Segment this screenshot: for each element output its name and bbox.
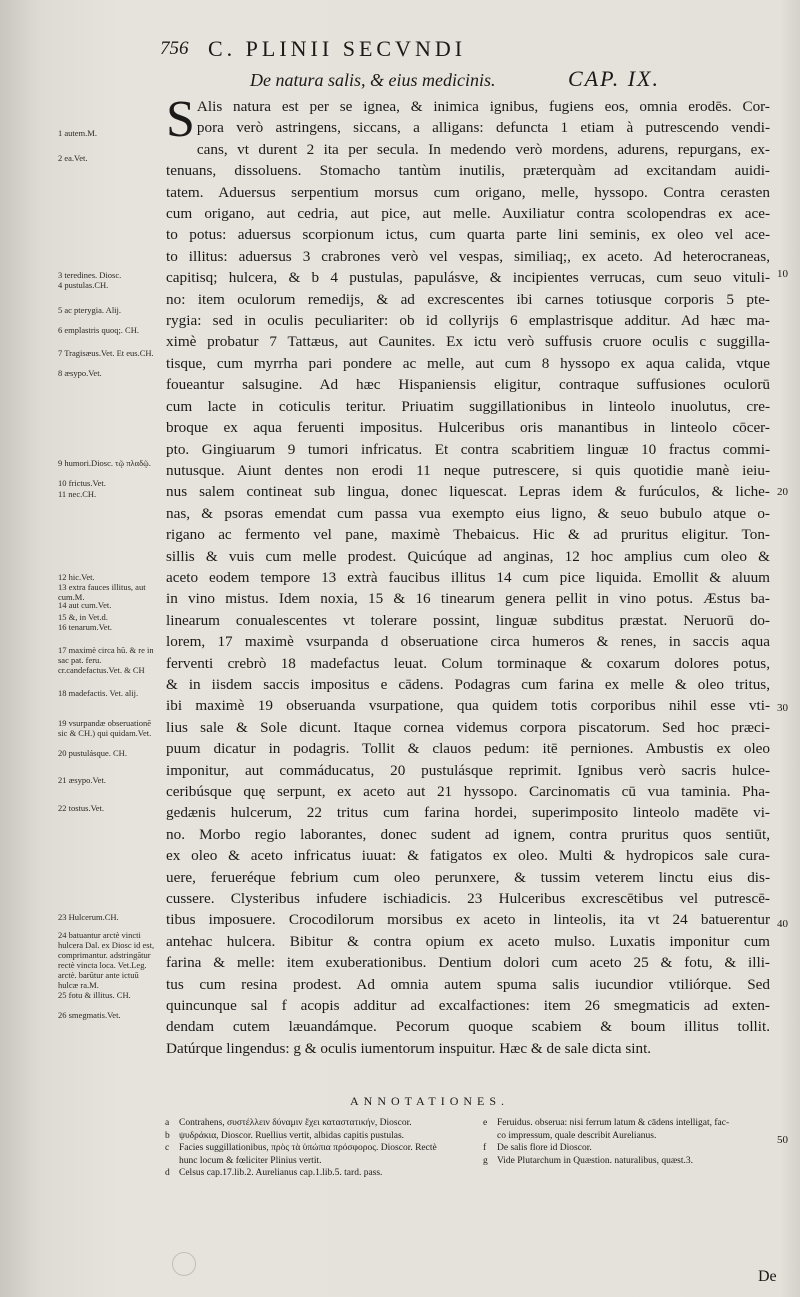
text-line-content: in vino mistus. Idem noxia, 15 & 16 tinearum genera pellit in vino potus. Æstus ba- <box>166 590 770 608</box>
margin-note: 2 ea.Vet. <box>58 153 88 163</box>
text-line-content: broque ex aqua feruenti impositus. Hulceribus oris manantibus in linteolo cōcer- <box>166 419 770 437</box>
text-line <box>166 824 770 845</box>
text-line-content: cum lacte in coticulis teritur. Priuatim suggillationibus in linteolo inuolutus, cre- <box>166 397 770 415</box>
text-line <box>166 931 770 952</box>
text-line-content: quincunque sal f acopis additur ad excalfactiones: item 26 smegmaticis ad exten- <box>166 997 770 1015</box>
text-line <box>166 653 770 674</box>
text-line-content: pora verò astringens, siccans, a alligans: defuncta 1 etiam à putrescendo vendi- <box>196 119 770 137</box>
line-number: 10 <box>777 268 788 280</box>
annotation-text: ψυδράκια, Dioscor. Ruellius vertit, albidas capitis pustulas. <box>179 1130 405 1141</box>
line-number: 30 <box>777 702 788 714</box>
annotations-title: ANNOTATIONES. <box>350 1094 510 1108</box>
annotation-item <box>165 1155 465 1168</box>
text-line-content: tus cum resina prodest. Ad omnia autem spuma salis iucundior vtiliórque. Sed <box>166 975 770 993</box>
text-line <box>166 974 770 995</box>
annotation-item <box>165 1167 465 1180</box>
text-line-content: nutusque. Aiunt dentes non erodi 11 neque putrescere, si quis quotidie manè ieiu- <box>166 461 770 479</box>
text-line <box>166 460 770 481</box>
margin-note: 16 tenarum.Vet. <box>58 622 113 632</box>
chapter-subtitle: De natura salis, & eius medicinis. <box>250 70 496 90</box>
text-line-content: gedænis hulcerum, 22 tritus cum farina hordei, superimposito linteolo madēte vi- <box>166 804 770 822</box>
annotation-key: b <box>165 1130 170 1141</box>
text-line <box>166 909 770 930</box>
annotation-text: Feruidus. obserua: nisi ferrum latum & cādens intelligat, fac- <box>497 1118 730 1128</box>
annotation-text: Celsus cap.17.lib.2. Aurelianus cap.1.lib.5. tard. pass. <box>179 1168 383 1178</box>
text-line <box>166 439 770 460</box>
ink-stain <box>172 1252 196 1276</box>
text-line <box>166 417 770 438</box>
text-line <box>166 224 770 245</box>
margin-note: 11 nec.CH. <box>58 489 97 499</box>
text-line <box>166 802 770 823</box>
text-line <box>166 1038 770 1059</box>
text-line <box>166 503 770 524</box>
annotation-item <box>483 1155 783 1168</box>
text-line-content: ex oleo & aceto infricatus iuuat: & fatigatos ex oleo. Multi & hydropicos sale cura- <box>166 847 770 865</box>
text-line-content: ximè probatur 7 Tattæus, aut Caunites. Ex ictu verò suffusis cruore oculis c suggilla- <box>166 333 770 351</box>
text-line <box>166 396 770 417</box>
text-line <box>197 96 770 117</box>
text-line-content: & in iisdem saccis impositus e cādens. Podagras cum farina ex melle & oleo tritus, <box>166 675 770 693</box>
annotation-item <box>483 1142 783 1155</box>
margin-note: 22 tostus.Vet. <box>58 803 105 813</box>
margin-note: 23 Hulcerum.CH. <box>58 912 119 922</box>
margin-note: 8 æsypo.Vet. <box>58 368 102 378</box>
text-line <box>166 674 770 695</box>
annotation-text: co impressum, quale describit Aurelianus. <box>497 1130 657 1141</box>
margin-note: 18 madefactis. Vet. alij. <box>58 688 139 698</box>
text-line-content: ferventi crebrò 18 madefactus leuat. Colum torminaque & coxarum dolores potus, <box>166 654 770 672</box>
text-line <box>166 717 770 738</box>
text-line-content: linearum conualescentes vt tolerare possint, linguæ subditus præstat. Neruorū do- <box>166 611 770 629</box>
text-line-content: ceribúsque quę serpunt, ex aceto aut 21 hyssopo. Carcinomatis cū vua taminia. Pha- <box>166 783 770 800</box>
text-line-content: no. Morbo regio laborantes, donec sudent ad ignem, contra pruritus quos sentiūt, <box>166 825 770 843</box>
annotations-left-column <box>165 1117 465 1180</box>
margin-note: 10 frictus.Vet. <box>58 478 106 488</box>
text-line <box>166 182 770 203</box>
text-line <box>197 139 770 160</box>
text-line-content: capitisq; hulcera, & b 4 pustulas, papulásve, & incipientes verrucas, cum seuo vituli- <box>166 269 770 287</box>
text-line <box>166 631 770 652</box>
text-line <box>166 610 770 631</box>
text-line-content: cans, vt durent 2 ita per secula. In medendo verò mordens, adurens, repurgans, ex- <box>196 140 770 158</box>
text-line-content: foueantur salsugine. Ad hæc Hispaniensis eligitur, contraque suffusiones oculorū <box>166 376 770 394</box>
text-line <box>166 331 770 352</box>
annotation-item <box>165 1142 465 1155</box>
main-text <box>166 91 770 1059</box>
line-number: 50 <box>777 1134 788 1146</box>
text-line <box>166 695 770 716</box>
text-line-content: cum origano, aut cedria, aut pice, aut melle. Auxiliatur contra scolopendras ex ace- <box>166 205 770 223</box>
text-line-content: tisque, cum myrrha pari pondere ac melle, aut cum 8 hyssopo ex aqua calida, vtque <box>166 354 770 372</box>
text-line <box>166 246 770 267</box>
margin-note: 26 smegmatis.Vet. <box>58 1010 121 1020</box>
text-line <box>166 845 770 866</box>
margin-note: 21 æsypo.Vet. <box>58 775 106 785</box>
annotation-key: f <box>483 1143 487 1153</box>
margin-note: 3 teredines. Diosc. <box>58 270 122 280</box>
text-line-content: sillis & vuis cum melle prodest. Quicúque ad anginas, 12 hoc amplius cum oleo & <box>166 547 770 565</box>
annotation-key: g <box>483 1155 488 1166</box>
annotation-item <box>165 1117 465 1130</box>
text-line-content: to potus: aduersus scorpionum ictus, cum quarta parte lini seminis, ex oleo vel ace- <box>166 226 770 244</box>
drop-cap: S <box>166 91 195 148</box>
annotation-text: hunc locum & fœliciter Plinius vertit. <box>179 1155 322 1166</box>
text-line <box>166 952 770 973</box>
text-line-content: aceto eodem tempore 13 extrà faucibus illitus 14 cum pice liquida. Emollit & aluum <box>166 568 770 586</box>
text-line <box>166 888 770 909</box>
running-title: C. PLINII SECVNDI <box>208 36 467 61</box>
margin-note: 19 vsurpandæ obseruationē sic & CH.) qui quidam.Vet. <box>58 718 152 738</box>
text-line <box>166 781 770 802</box>
annotations-right-column <box>483 1117 783 1167</box>
annotation-key: a <box>165 1118 170 1128</box>
text-line-content: rygia: sed in oculis peculiariter: ob id collyrijs 6 emplastrisque additur. Ad hæc ma- <box>166 312 770 330</box>
text-line-content: ibi maximè 19 obseruanda vsurpatione, qua quidem totis corporibus nihil esse vti- <box>166 697 770 715</box>
margin-note: 14 aut cum.Vet. <box>58 600 112 610</box>
text-line-content: lius sale & Sole dicunt. Itaque cornea videmus corpora piscatorum. Sed hoc præci- <box>166 718 770 736</box>
annotation-key: d <box>165 1168 170 1178</box>
text-line-content: rigano ac fermento vel pane, maximè Thebaicus. Hic & ad pruritus eligitur. Ton- <box>166 526 770 544</box>
margin-note: 24 batuantur arctè vincti hulcera Dal. ex Diosc id est, comprimantur. adstringātur rectè vincta loca. Vet.Leg. arctè. barūtur ante ictuū hulcæ ra.M. <box>58 930 155 990</box>
line-number: 40 <box>777 918 788 930</box>
text-line <box>166 267 770 288</box>
text-line <box>166 546 770 567</box>
text-line <box>166 481 770 502</box>
margin-note: 4 pustulas.CH. <box>58 280 109 290</box>
text-line-content: lorem, 17 maximè vsurpanda d obseruatione circa humeros & renes, in saccis aqua <box>166 633 770 651</box>
text-line <box>166 567 770 588</box>
margin-note: 12 hic.Vet. <box>58 572 95 582</box>
text-line <box>166 524 770 545</box>
text-line-content: nas, & psoras emendat cum passa vua exempto eius ligno, & seuo bubulo atque o- <box>166 504 770 522</box>
text-line <box>166 203 770 224</box>
text-line-content: cussere. Clysteribus infudere ischiadicis. 23 Hulceribus excrescētibus vel putrescē- <box>166 890 770 908</box>
text-line-content: no: item oculorum remedijs, & ad excrescentes ibi carnes totiusque corporis 5 pte- <box>166 290 770 308</box>
text-line <box>166 588 770 609</box>
text-line <box>166 867 770 888</box>
text-line <box>166 760 770 781</box>
text-line-content: tatem. Aduersus serpentium morsus cum origano, melle, hyssopo. Contra cerasten <box>166 183 770 201</box>
text-line <box>166 310 770 331</box>
text-line-content: to illitus: aduersus 3 crabrones verò vel vespas, similiaq;, ex aceto. Ad heterocraneas, <box>166 247 770 265</box>
line-number: 20 <box>777 486 788 498</box>
text-line <box>166 160 770 181</box>
margin-note: 20 pustulásque. CH. <box>58 748 127 758</box>
annotation-item <box>483 1117 783 1130</box>
text-line-content: dendam cutem læuandámque. Pecorum quoque scabiem & boum illitus tollit. <box>166 1018 770 1036</box>
text-line <box>166 738 770 759</box>
text-line <box>166 374 770 395</box>
annotation-item <box>165 1130 465 1143</box>
annotation-key: c <box>165 1143 170 1153</box>
text-line-content: puum dicatur in podagris. Tollit & clauos pedum: itē perniones. Ambustis ex oleo <box>166 740 770 758</box>
margin-note: 7 Tragisæus.Vet. Et eus.CH. <box>58 348 154 358</box>
text-line-content: farina & melle: item exuberationibus. Dentium dolori cum aceto 25 & fotu, & illi- <box>166 954 770 972</box>
margin-note: 25 fotu & illitus. CH. <box>58 990 131 1000</box>
margin-note: 6 emplastris quoq;. CH. <box>58 325 139 335</box>
annotation-text: Contrahens, συστέλλειν δύναμιν ἔχει καταστατικήν, Dioscor. <box>179 1118 412 1128</box>
annotation-key: e <box>483 1118 488 1128</box>
text-line <box>166 289 770 310</box>
text-line <box>197 117 770 138</box>
text-line-content: nus salem contineat sub lingua, donec liquescat. Lepras idem & furúculos, & liche- <box>166 483 770 501</box>
text-line-content: pto. Gingiuarum 9 tumori infricatus. Et contra scabritiem linguæ 10 fractus commi- <box>166 440 770 458</box>
text-line-content: Alis natura est per se ignea, & inimica ignibus, fugiens eos, omnia erodēs. Cor- <box>196 98 770 115</box>
text-line-content: antehac hulcera. Bibitur & contra opium ex aceto mulso. Luxatis imponitur cum <box>166 932 770 950</box>
text-line-content: tibus imposuere. Crocodilorum morsibus ex aceto in linteolis, ita vt 24 batuerentur <box>166 911 770 929</box>
annotation-text: Facies suggillationibus, πρὸς τὰ ὑπώπια πρόσφορος. Dioscor. Rectè <box>179 1143 437 1153</box>
annotation-text: Vide Plutarchum in Quæstion. naturalibus, quæst.3. <box>497 1155 694 1166</box>
text-line <box>166 1016 770 1037</box>
margin-note: 9 humori.Diosc. τῷ πλαδῷ. <box>58 458 151 468</box>
annotation-item <box>483 1130 783 1143</box>
catchword: De <box>758 1268 777 1285</box>
margin-note: 15 &, in Vet.d. <box>58 612 108 622</box>
text-line-content: imponitur, aut commáducatus, 20 pustulásque reprimit. Ignibus verò sacris hulce- <box>166 761 770 779</box>
margin-note: 1 autem.M. <box>58 128 97 138</box>
chapter-number: CAP. IX. <box>568 66 660 91</box>
text-line <box>166 995 770 1016</box>
text-line-content: tenuans, dissoluens. Stomacho tantùm inutilis, præterquàm ad excitandam auidi- <box>166 162 770 180</box>
text-line <box>166 353 770 374</box>
margin-note: 13 extra fauces illitus, aut cum.M. <box>58 582 146 602</box>
margin-note: 5 ac pterygia. Alij. <box>58 305 122 315</box>
text-line-content: Datúrque lingendus: g & oculis iumentorum inspuitur. Hæc & de sale dicta sint. <box>166 1039 652 1057</box>
text-line-content: uere, ferueréque febrium cum oleo perunxere, & tussim veterem linctu eius dis- <box>166 868 770 886</box>
page-number: 756 <box>160 38 189 59</box>
annotation-text: De salis flore id Dioscor. <box>497 1143 592 1153</box>
margin-note: 17 maximè circa hū. & re in sac pat. feru. cr.candefactus.Vet. & CH <box>58 645 154 675</box>
